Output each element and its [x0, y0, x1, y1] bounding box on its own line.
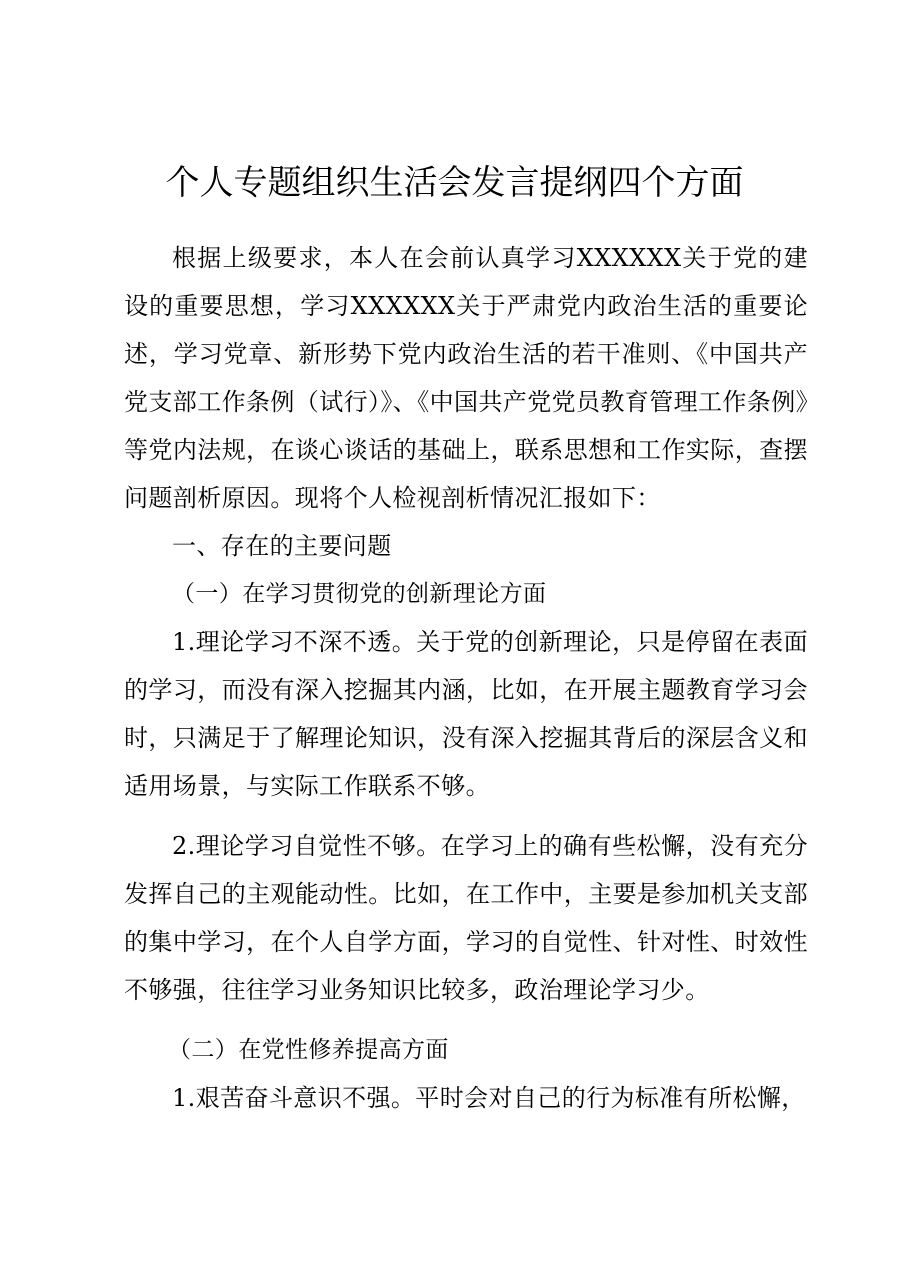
subsection-heading-party-spirit: （二）在党性修养提高方面	[168, 1037, 449, 1063]
paragraph-theory-item-2: 2.理论学习自觉性不够。在学习上的确有些松懈，没有充分发挥自己的主观能动性。比如，在工作中，主要是参加机关支部的集中学习，在个人自学方面，学习的自觉性、针对性、时效性不够强，往往学习业务知识比较多，政治理论学习少。	[124, 832, 808, 1004]
section-heading-problems: 一、存在的主要问题	[172, 532, 392, 560]
document-body	[124, 234, 808, 1122]
paragraph-theory-item-1: 1.理论学习不深不透。关于党的创新理论，只是停留在表面的学习，而没有深入挖掘其内涵，比如，在开展主题教育学习会时，只满足于了解理论知识，没有深入挖掘其背后的深层含义和适用场景，与实际工作联系不够。	[124, 628, 808, 800]
intro-paragraph: 根据上级要求，本人在会前认真学习XXXXXX关于党的建设的重要思想，学习XXXXXX关于严肃党内政治生活的重要论述，学习党章、新形势下党内政治生活的若干准则、《中国共产党支部工作条例（试行）》、《中国共产党党员教育管理工作条例》等党内法规，在谈心谈话的基础上，联系思想和工作实际，查摆问题剖析原因。现将个人检视剖析情况汇报如下：	[124, 244, 808, 512]
subsection-heading-theory: （一）在学习贯彻党的创新理论方面	[172, 581, 547, 607]
paragraph-party-spirit-item-1: 1.艰苦奋斗意识不强。平时会对自己的行为标准有所松懈，	[172, 1084, 806, 1112]
document-title: 个人专题组织生活会发言提纲四个方面	[165, 163, 744, 203]
